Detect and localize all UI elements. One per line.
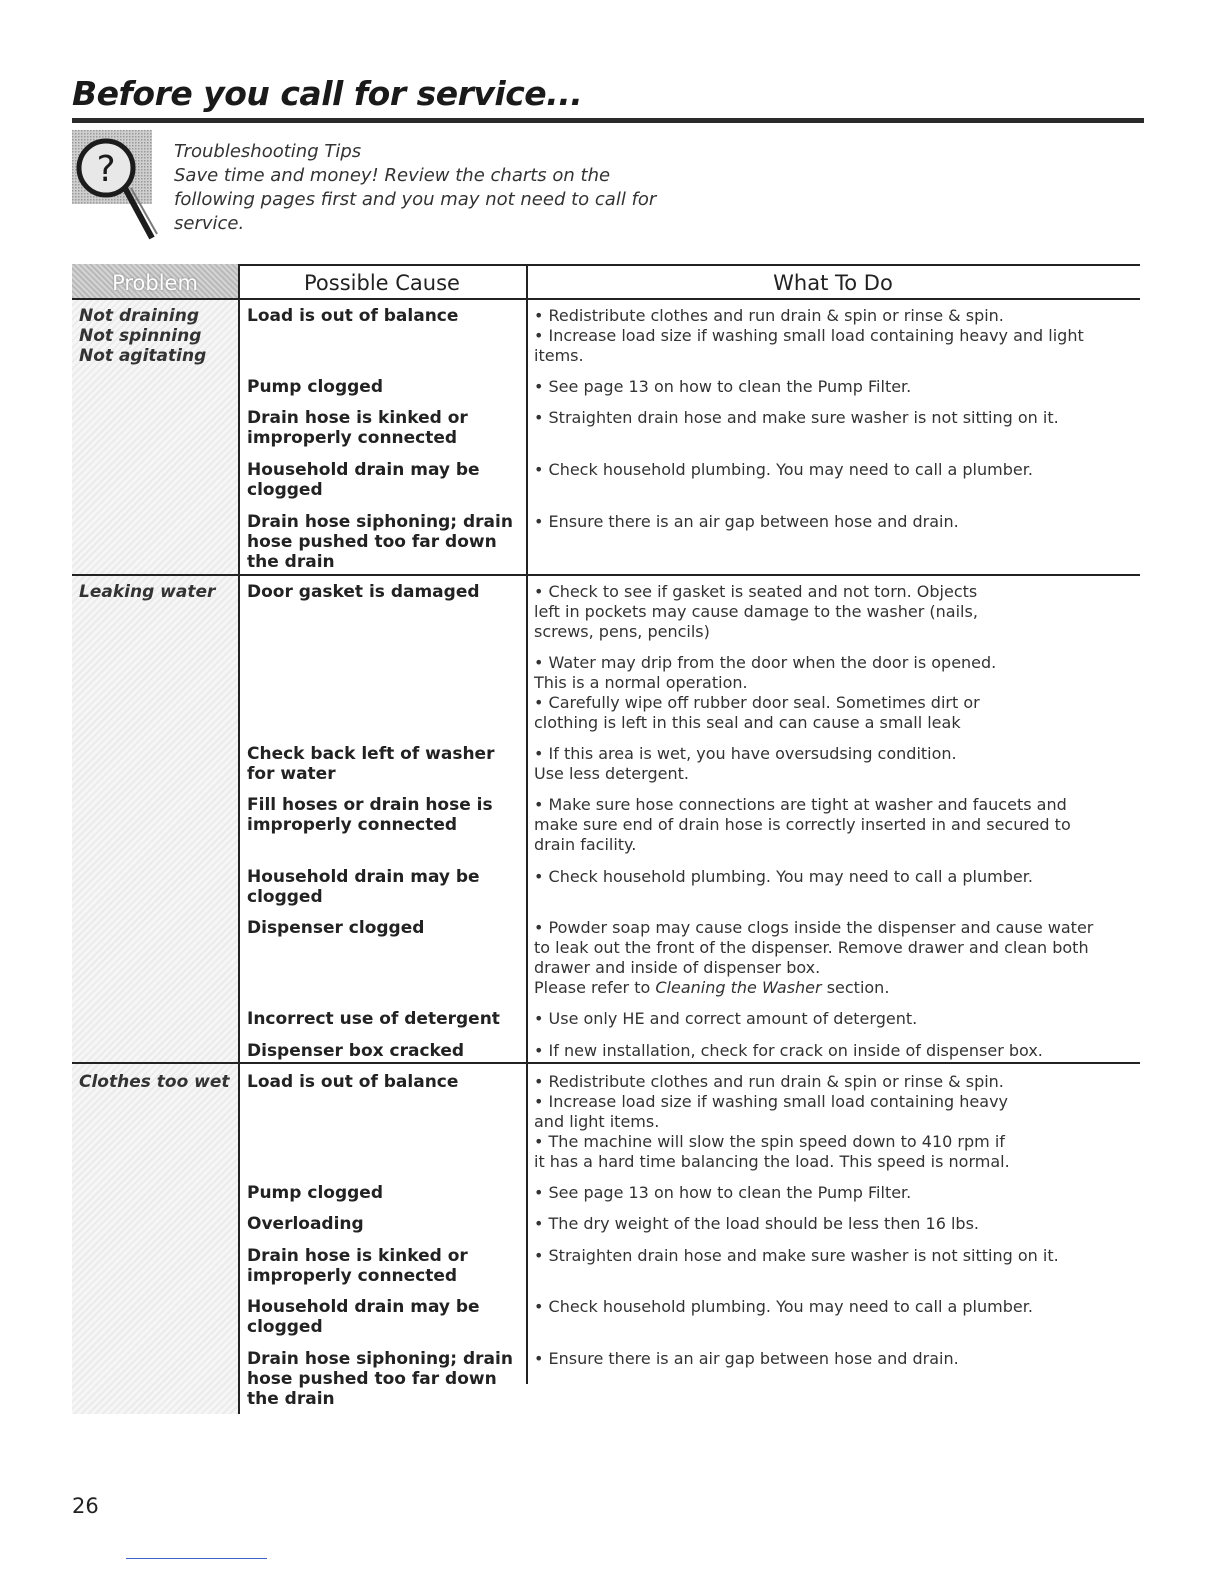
possible-cause: Door gasket is damaged [247, 582, 480, 602]
todo-line: clothing is left in this seal and can cause a small leak [534, 713, 961, 732]
todo-line: • Increase load size if washing small load containing heavy and light [534, 326, 1084, 345]
what-to-do [534, 1214, 1134, 1234]
possible-cause: Household drain may be clogged [247, 460, 480, 500]
footer-link-rule [126, 1558, 267, 1559]
what-to-do [534, 918, 1134, 998]
magnifier-question-icon [72, 130, 164, 242]
todo-line: • Straighten drain hose and make sure washer is not sitting on it. [534, 1246, 1059, 1265]
refer-section-name: Cleaning the Washer [655, 978, 822, 997]
header-what-to-do: What To Do [773, 271, 893, 295]
intro-text [174, 140, 694, 236]
todo-line: • Check household plumbing. You may need to call a plumber. [534, 460, 1033, 479]
possible-cause: Dispenser box cracked [247, 1041, 465, 1061]
possible-cause: Drain hose siphoning; drain hose pushed too far down the drain [247, 512, 513, 572]
todo-line: and light items. [534, 1112, 660, 1131]
todo-line: • See page 13 on how to clean the Pump Filter. [534, 377, 912, 396]
what-to-do [534, 1297, 1134, 1317]
problem-cell-bg [72, 1064, 238, 1414]
todo-line: • Redistribute clothes and run drain & spin or rinse & spin. [534, 1072, 1004, 1091]
todo-line: • Use only HE and correct amount of detergent. [534, 1009, 918, 1028]
todo-line: • The dry weight of the load should be less then 16 lbs. [534, 1214, 979, 1233]
what-to-do [534, 460, 1134, 480]
possible-cause: Load is out of balance [247, 306, 459, 326]
todo-line: • See page 13 on how to clean the Pump Filter. [534, 1183, 912, 1202]
page-number: 26 [72, 1494, 99, 1518]
problem-cell-bg [72, 576, 238, 1062]
title-rule [72, 118, 1144, 123]
what-to-do [534, 512, 1134, 532]
possible-cause: Dispenser clogged [247, 918, 425, 938]
todo-line: make sure end of drain hose is correctly inserted in and secured to [534, 815, 1071, 834]
section-rule [72, 1062, 1140, 1064]
todo-line: • If this area is wet, you have oversudsing condition. [534, 744, 957, 763]
what-to-do [534, 306, 1134, 366]
todo-line: drawer and inside of dispenser box. [534, 958, 821, 977]
possible-cause: Drain hose siphoning; drain hose pushed too far down the drain [247, 1349, 513, 1409]
troubleshooting-table [72, 264, 1140, 1414]
possible-cause: Pump clogged [247, 377, 383, 397]
problem-clothes-too-wet: Clothes too wet [79, 1072, 230, 1092]
what-to-do [534, 1349, 1134, 1369]
possible-cause: Pump clogged [247, 1183, 383, 1203]
problem-not-agitating: Not agitating [79, 346, 207, 366]
todo-line: • Check household plumbing. You may need to call a plumber. [534, 867, 1033, 886]
what-to-do [534, 582, 1134, 642]
possible-cause: Overloading [247, 1214, 364, 1234]
problem-leaking-water: Leaking water [79, 582, 216, 602]
svg-text:?: ? [96, 149, 116, 190]
possible-cause: Household drain may be clogged [247, 867, 480, 907]
what-to-do [534, 653, 1134, 733]
section-rule [72, 574, 1140, 576]
todo-line: drain facility. [534, 835, 637, 854]
possible-cause: Drain hose is kinked or improperly connected [247, 1246, 468, 1286]
todo-line: This is a normal operation. [534, 673, 748, 692]
todo-line: left in pockets may cause damage to the washer (nails, [534, 602, 978, 621]
todo-line: • The machine will slow the spin speed down to 410 rpm if [534, 1132, 1005, 1151]
what-to-do [534, 795, 1134, 855]
intro-title: Troubleshooting Tips [174, 141, 362, 162]
refer-prefix: Please refer to [534, 978, 656, 997]
column-divider [238, 264, 240, 1414]
possible-cause: Check back left of washer for water [247, 744, 495, 784]
todo-line: • Ensure there is an air gap between hose and drain. [534, 1349, 959, 1368]
what-to-do [534, 1041, 1134, 1061]
todo-line: • Water may drip from the door when the door is opened. [534, 653, 997, 672]
problem-not-spinning: Not spinning [79, 326, 202, 346]
refer-suffix: section. [821, 978, 890, 997]
header-problem: Problem [72, 264, 238, 298]
todo-line: Use less detergent. [534, 764, 689, 783]
todo-line: • Carefully wipe off rubber door seal. Sometimes dirt or [534, 693, 980, 712]
what-to-do [534, 1246, 1134, 1266]
what-to-do [534, 744, 1134, 784]
todo-line: to leak out the front of the dispenser. Remove drawer and clean both [534, 938, 1089, 957]
problem-not-draining: Not draining [79, 306, 200, 326]
todo-line: • Ensure there is an air gap between hose and drain. [534, 512, 959, 531]
intro-line: service. [174, 213, 245, 234]
todo-line: • Check to see if gasket is seated and not torn. Objects [534, 582, 978, 601]
todo-line: • Make sure hose connections are tight at washer and faucets and [534, 795, 1067, 814]
page-title: Before you call for service... [72, 74, 583, 113]
what-to-do [534, 1183, 1134, 1203]
todo-line: • If new installation, check for crack on inside of dispenser box. [534, 1041, 1043, 1060]
todo-line: screws, pens, pencils) [534, 622, 710, 641]
what-to-do [534, 377, 1134, 397]
what-to-do [534, 1009, 1134, 1029]
todo-line: • Redistribute clothes and run drain & spin or rinse & spin. [534, 306, 1004, 325]
intro-line: Save time and money! Review the charts on the [174, 165, 611, 186]
possible-cause: Load is out of balance [247, 1072, 459, 1092]
possible-cause: Incorrect use of detergent [247, 1009, 500, 1029]
todo-line: items. [534, 346, 584, 365]
todo-line: it has a hard time balancing the load. This speed is normal. [534, 1152, 1010, 1171]
todo-line: • Powder soap may cause clogs inside the dispenser and cause water [534, 918, 1094, 937]
problem-label [79, 306, 239, 366]
header-possible-cause: Possible Cause [304, 271, 460, 295]
problem-label [79, 582, 239, 602]
what-to-do [534, 867, 1134, 887]
intro-line: following pages first and you may not need to call for [174, 189, 657, 210]
what-to-do [534, 1072, 1134, 1172]
possible-cause: Drain hose is kinked or improperly connected [247, 408, 468, 448]
todo-line: • Straighten drain hose and make sure washer is not sitting on it. [534, 408, 1059, 427]
problem-label [79, 1072, 239, 1092]
what-to-do [534, 408, 1134, 428]
todo-line: • Check household plumbing. You may need to call a plumber. [534, 1297, 1033, 1316]
todo-line: • Increase load size if washing small load containing heavy [534, 1092, 1008, 1111]
possible-cause: Fill hoses or drain hose is improperly connected [247, 795, 493, 835]
todo-line [534, 978, 1134, 998]
possible-cause: Household drain may be clogged [247, 1297, 480, 1337]
